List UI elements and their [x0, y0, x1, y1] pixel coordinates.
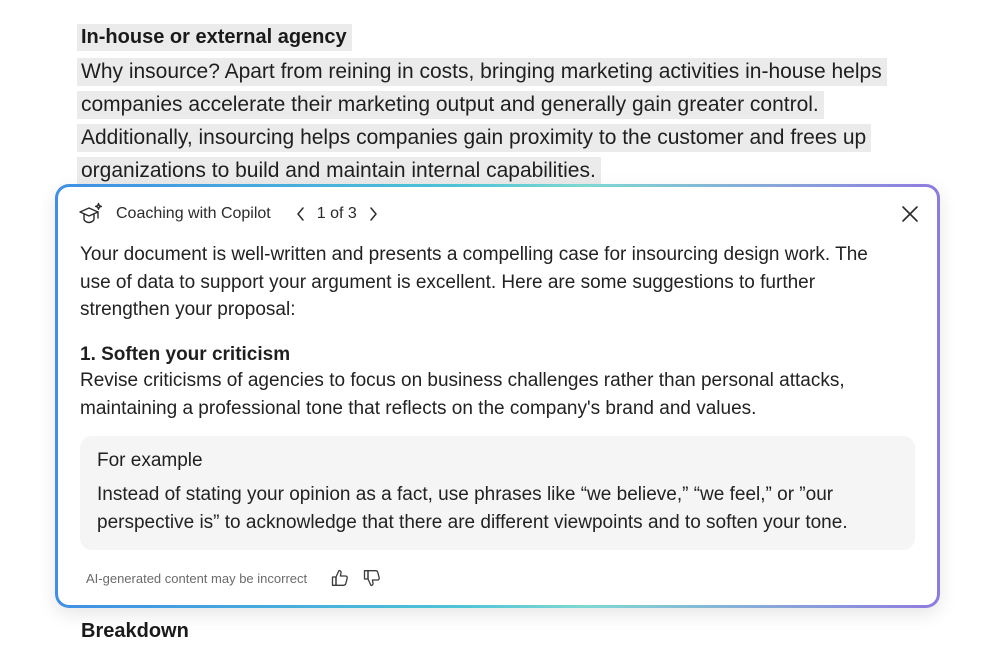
suggestion-title: 1. Soften your criticism	[80, 344, 291, 365]
example-title: For example	[97, 450, 203, 471]
coaching-panel	[55, 184, 940, 608]
example-body: Instead of stating your opinion as a fact, use phrases like “we believe,” “we feel,” or ”our perspective is” to acknowledge that there are different viewpoints and to soften your tone.	[97, 484, 848, 533]
copilot-coach-icon	[78, 201, 104, 227]
heading-text: In-house or external agency	[77, 24, 352, 51]
coaching-intro: Your document is well-written and presents a compelling case for insourcing design work. The use of data to support your argument is excellent. Here are some suggestions to further strengthen your proposal:	[80, 244, 868, 320]
next-suggestion-button[interactable]	[363, 202, 383, 226]
page-indicator: 1 of 3	[316, 205, 357, 222]
next-section-heading: Breakdown	[81, 620, 189, 642]
paragraph-line: companies accelerate their marketing output and generally gain greater control.	[77, 91, 824, 119]
coaching-title: Coaching with Copilot	[116, 205, 271, 222]
close-icon	[901, 205, 919, 223]
thumbs-down-icon	[362, 568, 382, 588]
coaching-card	[58, 187, 937, 605]
example-box	[80, 436, 915, 550]
ai-disclaimer: AI-generated content may be incorrect	[86, 570, 308, 586]
paragraph-line: Why insource? Apart from reining in costs, bringing marketing activities in-house helps	[77, 58, 887, 86]
close-button[interactable]	[899, 203, 921, 225]
thumbs-down-button[interactable]	[361, 567, 383, 589]
previous-suggestion-button[interactable]	[291, 202, 311, 226]
chevron-right-icon	[367, 206, 379, 222]
chevron-left-icon	[295, 206, 307, 222]
coaching-footer	[86, 565, 383, 591]
thumbs-up-button[interactable]	[329, 567, 351, 589]
document-paragraph	[77, 55, 907, 187]
paragraph-line: Additionally, insourcing helps companies gain proximity to the customer and frees up	[77, 124, 871, 152]
paragraph-line: organizations to build and maintain internal capabilities.	[77, 157, 601, 185]
section-heading	[77, 22, 352, 52]
suggestion-body: Revise criticisms of agencies to focus on business challenges rather than personal attacks, maintaining a professional tone that reflects on the company's brand and values.	[80, 370, 845, 419]
thumbs-up-icon	[330, 568, 350, 588]
coaching-header	[78, 199, 383, 229]
